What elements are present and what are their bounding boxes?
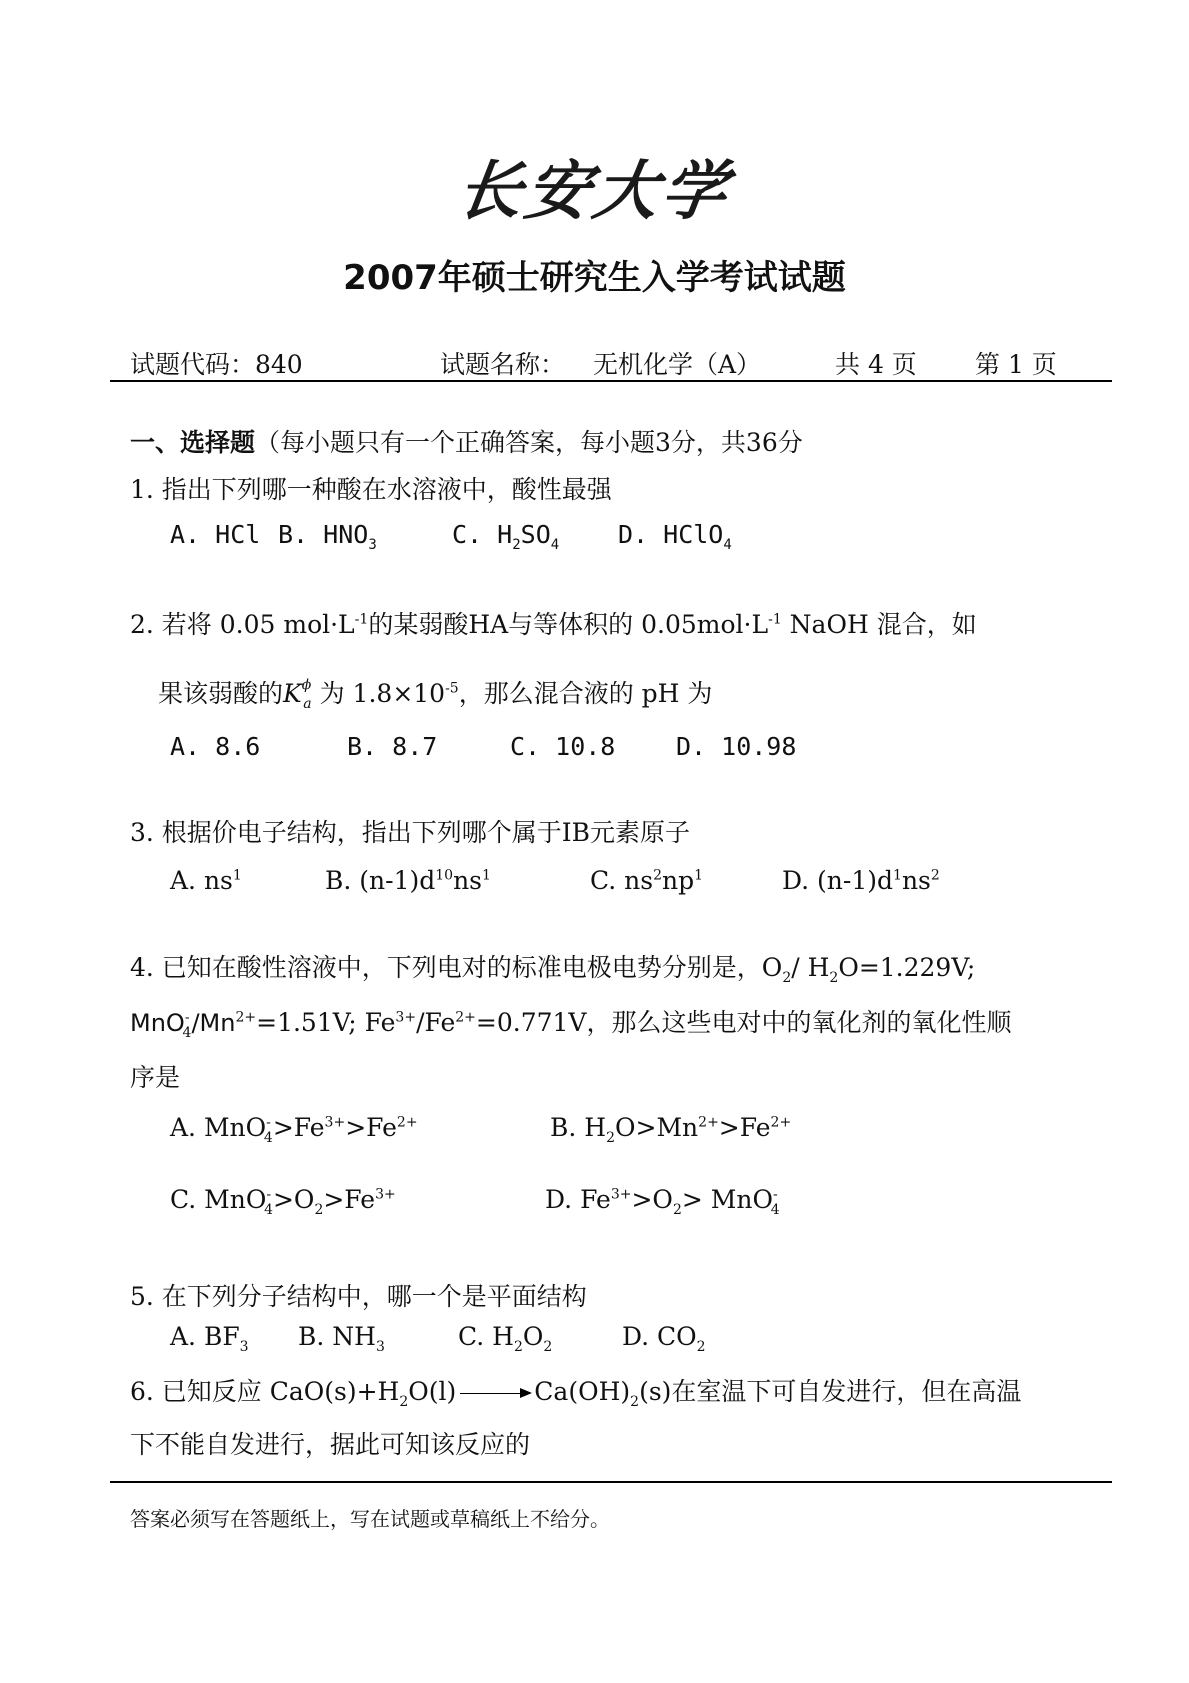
q5-option-b: B. $NH_3$ [298,1322,385,1355]
question-6-line-1: 6. 已知反应 $CaO(s)+H_2O(l)$ $Ca(OH)_2(s)$在室温下可自发进行，但在高温 [130,1377,1022,1410]
question-2-line-1: 2. 若将 0.05 $mol\cdot L^{-1}$的某弱酸HA与等体积的 $0.05mol\cdot L^{-1}$ NaOH 混合，如 [130,610,977,639]
q1-option-c: C. $H_2SO_4$ [452,520,560,553]
section-note: （每小题只有一个正确答案，每小题3分，共36分 [255,428,803,457]
q4-option-b: B. $H_2O>Mn^{2+}>Fe^{2+}$ [550,1113,792,1146]
exam-code: 试题代码：840 [130,350,303,379]
section-heading [130,423,803,459]
header-rule [110,380,1112,382]
q4-option-d: D. $Fe^{3+}>O_2> MnO^-_4$ [545,1185,780,1218]
question-1-stem: 1. 指出下列哪一种酸在水溶液中，酸性最强 [130,475,612,504]
q1-option-a: A. HCl [170,520,261,549]
question-4-line-1: 4. 已知在酸性溶液中，下列电对的标准电极电势分别是，$O_2/$ $H_2O=1.229V$; [130,953,976,986]
exam-name-label: 试题名称： [440,350,566,379]
question-5-stem: 5. 在下列分子结构中，哪一个是平面结构 [130,1282,587,1311]
q4-option-a: A. $MnO^-_4>Fe^{3+}>Fe^{2+}$ [170,1113,418,1146]
q3-option-b: B. $(n-1)d^{10}ns^1$ [325,866,491,895]
page-number: 第 1 页 [975,350,1057,379]
ka-symbol: $K^\phi_a$ [283,676,312,712]
exam-name: 无机化学（A） [593,350,762,379]
q2-option-a: A. 8.6 [170,732,261,761]
q5-option-c: C. $H_2O_2$ [458,1322,553,1355]
exam-title: 2007年硕士研究生入学考试试题 [343,258,846,298]
question-2-line-2: 果该弱酸的$K^\phi_a$ 为 $1.8\times 10^{-5}$，那么混合液的 pH 为 [158,676,713,712]
question-4-line-3: 序是 [130,1063,181,1092]
section-title: 一、选择题 [130,428,256,457]
question-6-line-2: 下不能自发进行，据此可知该反应的 [130,1430,531,1459]
q5-option-d: D. $CO_2$ [622,1322,706,1355]
q3-option-c: C. $ns^2np^1$ [590,866,704,895]
total-pages: 共 4 页 [835,350,917,379]
q2-option-b: B. 8.7 [347,732,438,761]
q4-option-c: C. $MnO^-_4>O_2>Fe^{3+}$ [170,1185,396,1218]
q2-option-d: D. 10.98 [676,732,797,761]
question-3-stem: 3. 根据价电子结构，指出下列哪个属于ⅠB元素原子 [130,818,691,847]
university-logo: 长安大学 [452,154,735,229]
q3-option-d: D. $(n-1)d^1ns^2$ [782,866,940,895]
q1-option-b: B. $HNO_3$ [278,520,377,553]
footer-note: 答案必须写在答题纸上，写在试题或草稿纸上不给分。 [130,1507,610,1531]
q3-option-a: A. $ns^1$ [170,866,242,895]
q2-option-c: C. 10.8 [510,732,616,761]
question-4-line-2: $MnO^-_4/Mn^{2+}=1.51V$; $Fe^{3+}/Fe^{2+}=0.771V$，那么这些电对中的氧化剂的氧化性顺 [130,1008,1012,1041]
q1-option-d: D. HClO$_4$ [618,520,732,553]
footer-rule [110,1481,1112,1483]
q5-option-a: A. $BF_3$ [170,1322,249,1355]
reaction-arrow [460,1393,530,1394]
